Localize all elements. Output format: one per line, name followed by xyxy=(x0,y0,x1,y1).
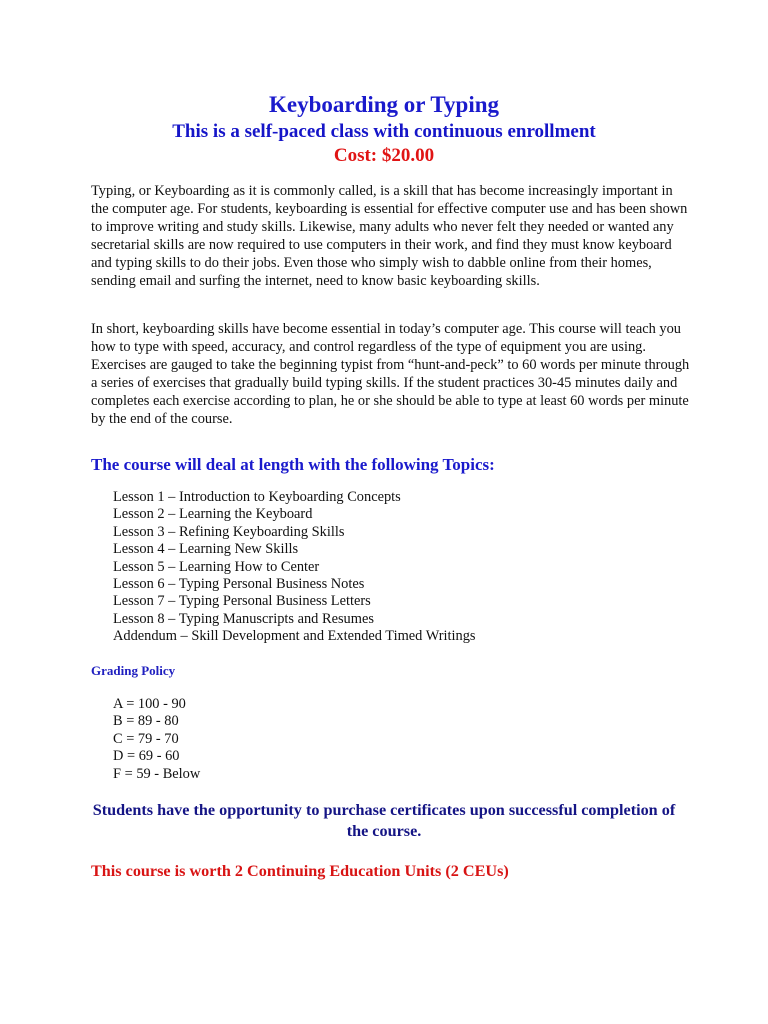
grade-item: A = 100 - 90 xyxy=(113,696,186,712)
grading-policy-heading: Grading Policy xyxy=(91,663,176,678)
lesson-item: Lesson 4 – Learning New Skills xyxy=(113,541,299,558)
lesson-item: Lesson 6 – Typing Personal Business Notes xyxy=(113,576,365,593)
lesson-item: Lesson 8 – Typing Manuscripts and Resumes xyxy=(113,610,374,627)
lesson-item: Addendum – Skill Development and Extended Timed Writings xyxy=(113,628,476,645)
page-title: Keyboarding or Typing xyxy=(268,92,500,117)
grade-item: C = 79 - 70 xyxy=(113,730,179,747)
certificate-notice: Students have the opportunity to purchase certificates upon successful completion of the course. xyxy=(92,801,676,840)
topics-heading: The course will deal at length with the following Topics: xyxy=(91,455,495,474)
grade-item: D = 69 - 60 xyxy=(113,748,180,765)
summary-paragraph: In short, keyboarding skills have become essential in today’s computer age. This course will teach you how to type with speed, accuracy, and control regardless of the type of equipment you are using. Exercises are gauged to take the beginning typist from “hunt-and-peck” to 60 words per minute through a series of exercises that gradually build typing skills. If the student practices 30-45 minutes daily and completes each exercise according to plan, he or she should be able to type at least 60 words per minute by the end of the course. xyxy=(91,321,690,427)
lesson-list xyxy=(113,489,476,646)
lesson-item: Lesson 5 – Learning How to Center xyxy=(113,558,320,575)
lesson-item: Lesson 2 – Learning the Keyboard xyxy=(113,506,313,523)
course-cost: Cost: $20.00 xyxy=(333,145,435,166)
ceu-notice: This course is worth 2 Continuing Education Units (2 CEUs) xyxy=(91,862,509,880)
grade-list xyxy=(113,696,200,783)
grade-item: F = 59 - Below xyxy=(113,765,201,782)
lesson-item: Lesson 1 – Introduction to Keyboarding Concepts xyxy=(113,489,401,505)
lesson-item: Lesson 7 – Typing Personal Business Letters xyxy=(113,593,371,610)
page-subtitle: This is a self-paced class with continuous enrollment xyxy=(172,121,596,142)
intro-paragraph: Typing, or Keyboarding as it is commonly called, is a skill that has become increasingly important in the computer age. For students, keyboarding is essential for effective computer use and has been shown to improve writing and study skills. Likewise, many adults who never felt they needed or wanted any secretarial skills are now required to use computers in their work, and find they must know keyboard and typing skills to do their jobs. Even those who simply wish to dabble online from their homes, sending email and surfing the internet, need to know basic keyboarding skills. xyxy=(91,183,688,289)
lesson-item: Lesson 3 – Refining Keyboarding Skills xyxy=(113,523,345,540)
grade-item: B = 89 - 80 xyxy=(113,713,179,730)
